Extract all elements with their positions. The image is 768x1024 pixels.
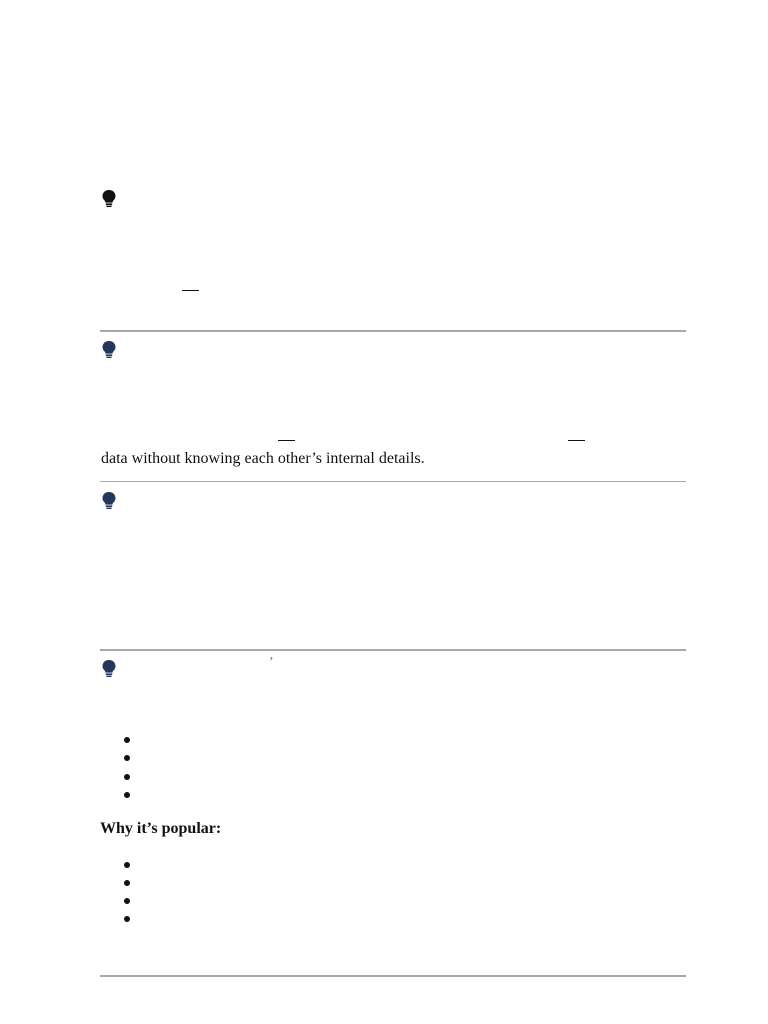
list-bullet <box>124 792 130 798</box>
section-divider <box>100 975 686 977</box>
list-bullet <box>124 774 130 780</box>
list-bullet <box>124 755 130 761</box>
em-dash <box>278 440 295 441</box>
lightbulb-icon <box>101 189 117 209</box>
em-dash <box>568 440 585 441</box>
link-apostrophe[interactable]: ’ <box>269 655 274 670</box>
section-divider <box>100 481 686 482</box>
section-heading: Why it’s popular: <box>100 820 222 837</box>
list-bullet <box>124 880 130 886</box>
em-dash <box>182 290 199 291</box>
list-bullet <box>124 916 130 922</box>
list-bullet <box>124 737 130 743</box>
section-divider <box>100 330 686 332</box>
list-bullet <box>124 898 130 904</box>
lightbulb-icon <box>101 659 117 679</box>
lightbulb-icon <box>101 491 117 511</box>
list-bullet <box>124 862 130 868</box>
body-text-line: data without knowing each other’s internal details. <box>101 450 425 467</box>
section-divider <box>100 649 686 651</box>
lightbulb-icon <box>101 340 117 360</box>
